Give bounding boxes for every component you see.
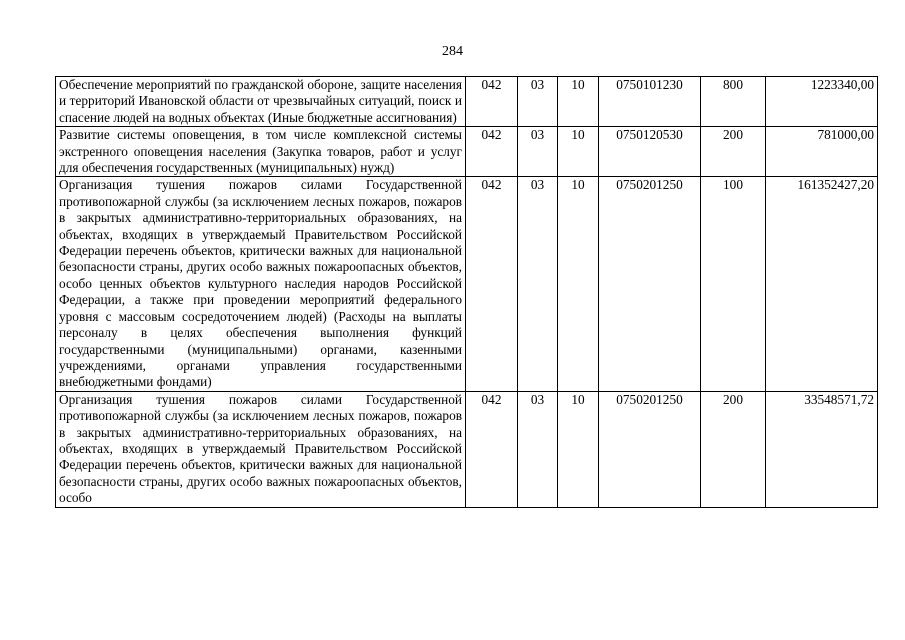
row-ministry-code: 042 (466, 177, 518, 391)
row-description: Развитие системы оповещения, в том числе комплексной системы экстренного оповещения населения (Закупка товаров, работ и услуг для обеспечения государственных (муниципальных) нужд) (56, 127, 466, 177)
row-section-code: 03 (518, 77, 558, 127)
row-program-code: 0750201250 (599, 177, 701, 391)
row-program-code: 0750201250 (599, 391, 701, 507)
budget-table (55, 76, 878, 508)
row-subsection-code: 10 (558, 177, 599, 391)
row-program-code: 0750120530 (599, 127, 701, 177)
page-number: 284 (442, 44, 463, 59)
row-ministry-code: 042 (466, 77, 518, 127)
row-ministry-code: 042 (466, 127, 518, 177)
row-ministry-code: 042 (466, 391, 518, 507)
row-section-code: 03 (518, 127, 558, 177)
row-subsection-code: 10 (558, 391, 599, 507)
row-expense-type: 100 (701, 177, 766, 391)
table-row (56, 391, 878, 507)
row-section-code: 03 (518, 391, 558, 507)
table-row (56, 177, 878, 391)
row-subsection-code: 10 (558, 127, 599, 177)
table-row (56, 77, 878, 127)
row-description: Обеспечение мероприятий по гражданской обороне, защите населения и территорий Ивановской области от чрезвычайных ситуаций, поиск и спасение людей на водных объектах (Иные бюджетные ассигнования) (56, 77, 466, 127)
row-amount: 161352427,20 (766, 177, 878, 391)
row-description: Организация тушения пожаров силами Государственной противопожарной службы (за исключением лесных пожаров, пожаров в закрытых административно-территориальных образованиях, на объектах, входящих в утверждаемый Правительством Российской Федерации перечень объектов, критически важных для национальной безопасности страны, других особо важных пожароопасных объектов, особо ценных объектов культурного наследия народов Российской Федерации, а также при проведении мероприятий федерального уровня с массовым сосредоточением людей) (Расходы на выплаты персоналу в целях обеспечения выполнения функций государственными (муниципальными) органами, казенными учреждениями, органами управления государственными внебюджетными фондами) (56, 177, 466, 391)
row-program-code: 0750101230 (599, 77, 701, 127)
row-expense-type: 200 (701, 391, 766, 507)
table-row (56, 127, 878, 177)
row-expense-type: 200 (701, 127, 766, 177)
row-amount: 33548571,72 (766, 391, 878, 507)
row-amount: 781000,00 (766, 127, 878, 177)
row-description: Организация тушения пожаров силами Государственной противопожарной службы (за исключением лесных пожаров, пожаров в закрытых административно-территориальных образованиях, на объектах, входящих в утверждаемый Правительством Российской Федерации перечень объектов, критически важных для национальной безопасности страны, других особо важных пожароопасных объектов, особо (56, 391, 466, 507)
row-expense-type: 800 (701, 77, 766, 127)
row-section-code: 03 (518, 177, 558, 391)
row-subsection-code: 10 (558, 77, 599, 127)
row-amount: 1223340,00 (766, 77, 878, 127)
